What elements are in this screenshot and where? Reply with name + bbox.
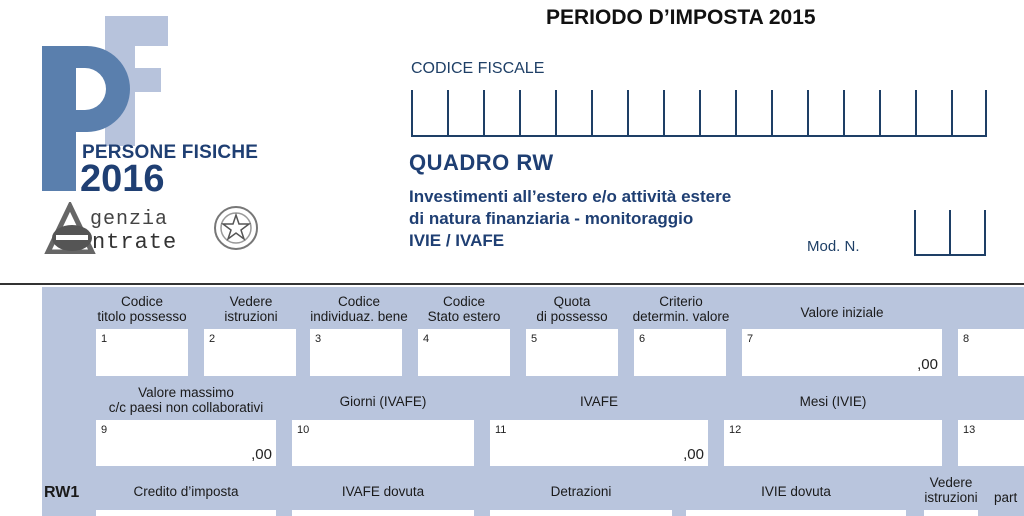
description-line-3: IVIE / IVAFE — [409, 231, 505, 250]
field-17[interactable] — [686, 510, 906, 516]
field-12-mesi[interactable]: 12 — [724, 420, 942, 466]
header-mesi-ivie: Mesi (IVIE) — [799, 394, 867, 409]
field-18[interactable] — [924, 510, 978, 516]
header-detrazioni: Detrazioni — [550, 484, 612, 499]
row-label-rw1: RW1 — [44, 484, 80, 501]
quadro-description — [409, 186, 789, 252]
tax-period-title: PERIODO D’IMPOSTA 2015 — [546, 6, 816, 29]
agency-name-line2: ntrate — [92, 230, 178, 255]
field-14[interactable] — [96, 510, 276, 516]
header-codice-titolo: Codice titolo possesso — [97, 294, 187, 324]
field-2[interactable]: 2 — [204, 329, 296, 376]
description-line-2: di natura finanziaria - monitoraggio — [409, 209, 694, 228]
codice-fiscale-input[interactable] — [411, 90, 987, 137]
mod-number-label: Mod. N. — [807, 238, 860, 255]
field-10-giorni[interactable]: 10 — [292, 420, 474, 466]
field-13[interactable]: 13 — [958, 420, 1024, 466]
header-valore-iniziale: Valore iniziale — [800, 305, 884, 320]
field-9-valore-massimo[interactable]: 9 ,00 — [96, 420, 276, 466]
field-8[interactable]: 8 — [958, 329, 1024, 376]
agency-name-line1: genzia — [90, 208, 169, 231]
field-7-valore-iniziale[interactable]: 7 ,00 — [742, 329, 942, 376]
header-vedere-istruzioni: Vedere istruzioni — [224, 294, 278, 324]
field-15[interactable] — [292, 510, 474, 516]
field-3[interactable]: 3 — [310, 329, 402, 376]
logo-year: 2016 — [80, 158, 165, 200]
field-6[interactable]: 6 — [634, 329, 726, 376]
logo-persone-fisiche: PERSONE FISICHE — [82, 142, 259, 163]
field-1[interactable]: 1 — [96, 329, 188, 376]
field-11-ivafe[interactable]: 11 ,00 — [490, 420, 708, 466]
header-ivafe: IVAFE — [579, 394, 618, 409]
description-line-1: Investimenti all’estero e/o attività estere — [409, 187, 732, 206]
header-giorni-ivafe: Giorni (IVAFE) — [339, 394, 427, 409]
field-4[interactable]: 4 — [418, 329, 510, 376]
header-ivafe-dovuta: IVAFE dovuta — [341, 484, 425, 499]
quadro-title: QUADRO RW — [409, 150, 554, 175]
header-criterio: Criterio determin. valore — [632, 294, 730, 324]
header-ivie-dovuta: IVIE dovuta — [761, 484, 831, 499]
field-16[interactable] — [490, 510, 672, 516]
header-codice-bene: Codice individuaz. bene — [310, 294, 408, 324]
header-part: part — [994, 490, 1018, 505]
header-credito-imposta: Credito d’imposta — [133, 484, 239, 499]
field-5[interactable]: 5 — [526, 329, 618, 376]
header-separator — [0, 283, 1024, 285]
header-codice-stato: Codice Stato estero — [427, 294, 501, 324]
mod-number-input[interactable] — [914, 210, 986, 256]
header-quota-possesso: Quota di possesso — [536, 294, 608, 324]
italian-emblem-icon — [212, 202, 260, 254]
codice-fiscale-label: CODICE FISCALE — [411, 60, 545, 77]
header-vedere-istruzioni-2: Vedere istruzioni — [924, 475, 978, 505]
header-valore-massimo: Valore massimo c/c paesi non collaborativi — [108, 385, 264, 415]
